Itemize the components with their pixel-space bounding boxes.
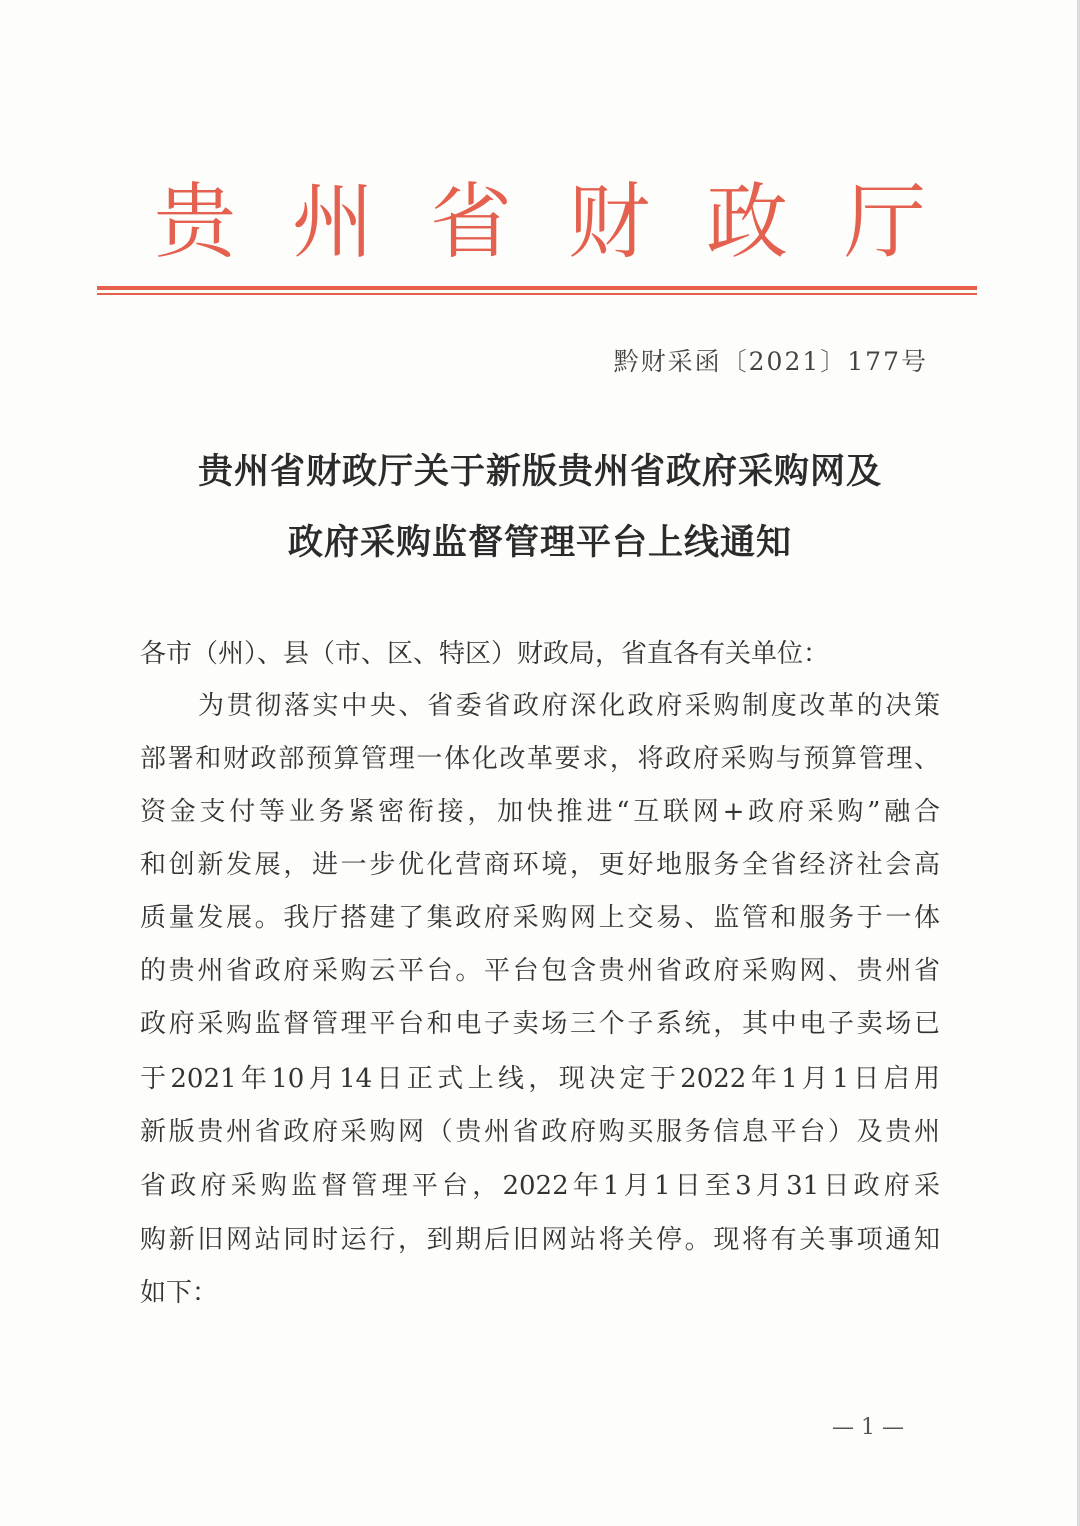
- masthead-title: 贵州省财政厅: [153, 175, 982, 270]
- document-number: 黔财采函〔2021〕177号: [613, 347, 928, 376]
- body-line: 和创新发展，进一步优化营商环境，更好地服务全省经济社会高: [140, 850, 940, 880]
- body-line: 购新旧网站同时运行，到期后旧网站将关停。现将有关事项通知: [140, 1225, 940, 1255]
- body-line: 为贯彻落实中央、省委省政府深化政府采购制度改革的决策: [198, 691, 940, 721]
- addressee: 各市（州）、县（市、区、特区）财政局，省直各有关单位：: [140, 639, 830, 669]
- body-line: 政府采购监督管理平台和电子卖场三个子系统，其中电子卖场已: [140, 1009, 940, 1039]
- masthead-rule-thick: [97, 286, 977, 290]
- body-line: 于2021年10月14日正式上线，现决定于2022年1月1日启用: [140, 1064, 940, 1094]
- page-number: — 1 —: [832, 1415, 904, 1440]
- body-line: 新版贵州省政府采购网（贵州省政府购买服务信息平台）及贵州: [140, 1117, 940, 1147]
- body-line: 资金支付等业务紧密衔接，加快推进“互联网+政府采购”融合: [140, 797, 940, 827]
- document-title-line-2: 政府采购监督管理平台上线通知: [287, 523, 792, 563]
- body-line: 省政府采购监督管理平台，2022年1月1日至3月31日政府采: [140, 1171, 940, 1201]
- masthead-rule-thin: [97, 293, 977, 295]
- document-title-line-1: 贵州省财政厅关于新版贵州省政府采购网及: [197, 452, 882, 492]
- body-line: 质量发展。我厅搭建了集政府采购网上交易、监管和服务于一体: [140, 903, 940, 933]
- body-line: 的贵州省政府采购云平台。平台包含贵州省政府采购网、贵州省: [140, 956, 940, 986]
- body-line: 如下：: [140, 1278, 219, 1308]
- body-line: 部署和财政部预算管理一体化改革要求，将政府采购与预算管理、: [140, 744, 940, 774]
